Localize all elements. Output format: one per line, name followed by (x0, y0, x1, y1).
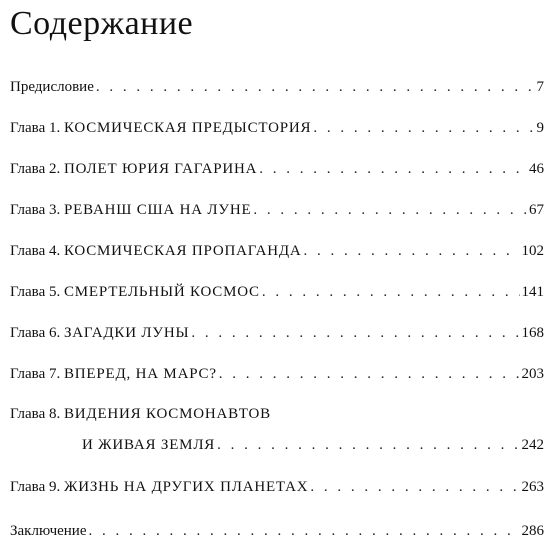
dot-leader (310, 477, 519, 497)
entry-title (10, 364, 217, 384)
chapter-heading: ВПЕРЕД, НА МАРС? (63, 366, 217, 382)
chapter-label: Глава 5. (10, 284, 64, 300)
toc-entry-chapter-5[interactable] (10, 282, 544, 302)
page-number: 9 (536, 120, 544, 136)
dot-leader (191, 323, 519, 343)
dot-leader (217, 435, 519, 455)
chapter-heading: РЕВАНШ США НА ЛУНЕ (63, 202, 252, 218)
page-number: 46 (529, 161, 544, 177)
page-number: 286 (521, 523, 544, 539)
chapter-heading: ЖИЗНЬ НА ДРУГИХ ПЛАНЕТАХ (63, 479, 309, 495)
entry-title-continued (82, 435, 215, 455)
chapter-label: Глава 8. (10, 406, 64, 422)
dot-leader (96, 77, 535, 97)
toc-entry-chapter-3[interactable] (10, 200, 544, 220)
page-title: Содержание (10, 5, 194, 42)
dot-leader (89, 521, 520, 541)
chapter-heading: КОСМИЧЕСКАЯ ПРОПАГАНДА (63, 243, 302, 259)
dot-leader (259, 159, 527, 179)
entry-title (10, 323, 189, 343)
dot-leader (304, 241, 520, 261)
entry-title (10, 282, 260, 302)
chapter-heading: ПОЛЕТ ЮРИЯ ГАГАРИНА (63, 161, 258, 177)
entry-title (10, 159, 257, 179)
page-number: 141 (521, 284, 544, 300)
chapter-label: Глава 1. (10, 120, 64, 136)
page-number: 242 (521, 437, 544, 453)
chapter-heading-continued: И ЖИВАЯ ЗЕМЛЯ (82, 437, 216, 453)
toc-entry-chapter-9[interactable] (10, 477, 544, 497)
chapter-heading: ВИДЕНИЯ КОСМОНАВТОВ (63, 406, 271, 422)
page-number: 67 (529, 202, 544, 218)
chapter-label: Глава 7. (10, 366, 64, 382)
entry-title (10, 241, 302, 261)
toc-entry-chapter-8-continued[interactable] (82, 435, 544, 455)
entry-title (10, 477, 308, 497)
toc-entry-conclusion[interactable] (10, 521, 544, 541)
chapter-label: Глава 2. (10, 161, 64, 177)
page-number: 168 (521, 325, 544, 341)
dot-leader (313, 118, 534, 138)
chapter-label: Глава 9. (10, 479, 64, 495)
chapter-label: Глава 6. (10, 325, 64, 341)
toc-entry-chapter-6[interactable] (10, 323, 544, 343)
chapter-label: Глава 3. (10, 202, 64, 218)
page-number: 203 (521, 366, 544, 382)
chapter-label: Глава 4. (10, 243, 64, 259)
dot-leader (253, 200, 527, 220)
toc-entry-chapter-8[interactable] (10, 404, 544, 424)
chapter-heading: СМЕРТЕЛЬНЫЙ КОСМОС (63, 284, 260, 300)
chapter-heading: КОСМИЧЕСКАЯ ПРЕДЫСТОРИЯ (63, 120, 312, 136)
toc-entry-chapter-4[interactable] (10, 241, 544, 261)
toc-entry-chapter-1[interactable] (10, 118, 544, 138)
toc-entry-chapter-7[interactable] (10, 364, 544, 384)
dot-leader (219, 364, 520, 384)
page-number: 263 (521, 479, 544, 495)
toc-entry-preface[interactable] (10, 77, 544, 97)
entry-title (10, 118, 311, 138)
entry-title (10, 404, 271, 424)
entry-title (10, 200, 251, 220)
page-number: 7 (536, 79, 544, 95)
entry-title: Заключение (10, 523, 87, 539)
dot-leader (262, 282, 520, 302)
page-number: 102 (521, 243, 544, 259)
chapter-heading: ЗАГАДКИ ЛУНЫ (63, 325, 190, 341)
toc-entry-chapter-2[interactable] (10, 159, 544, 179)
entry-title: Предисловие (10, 79, 94, 95)
